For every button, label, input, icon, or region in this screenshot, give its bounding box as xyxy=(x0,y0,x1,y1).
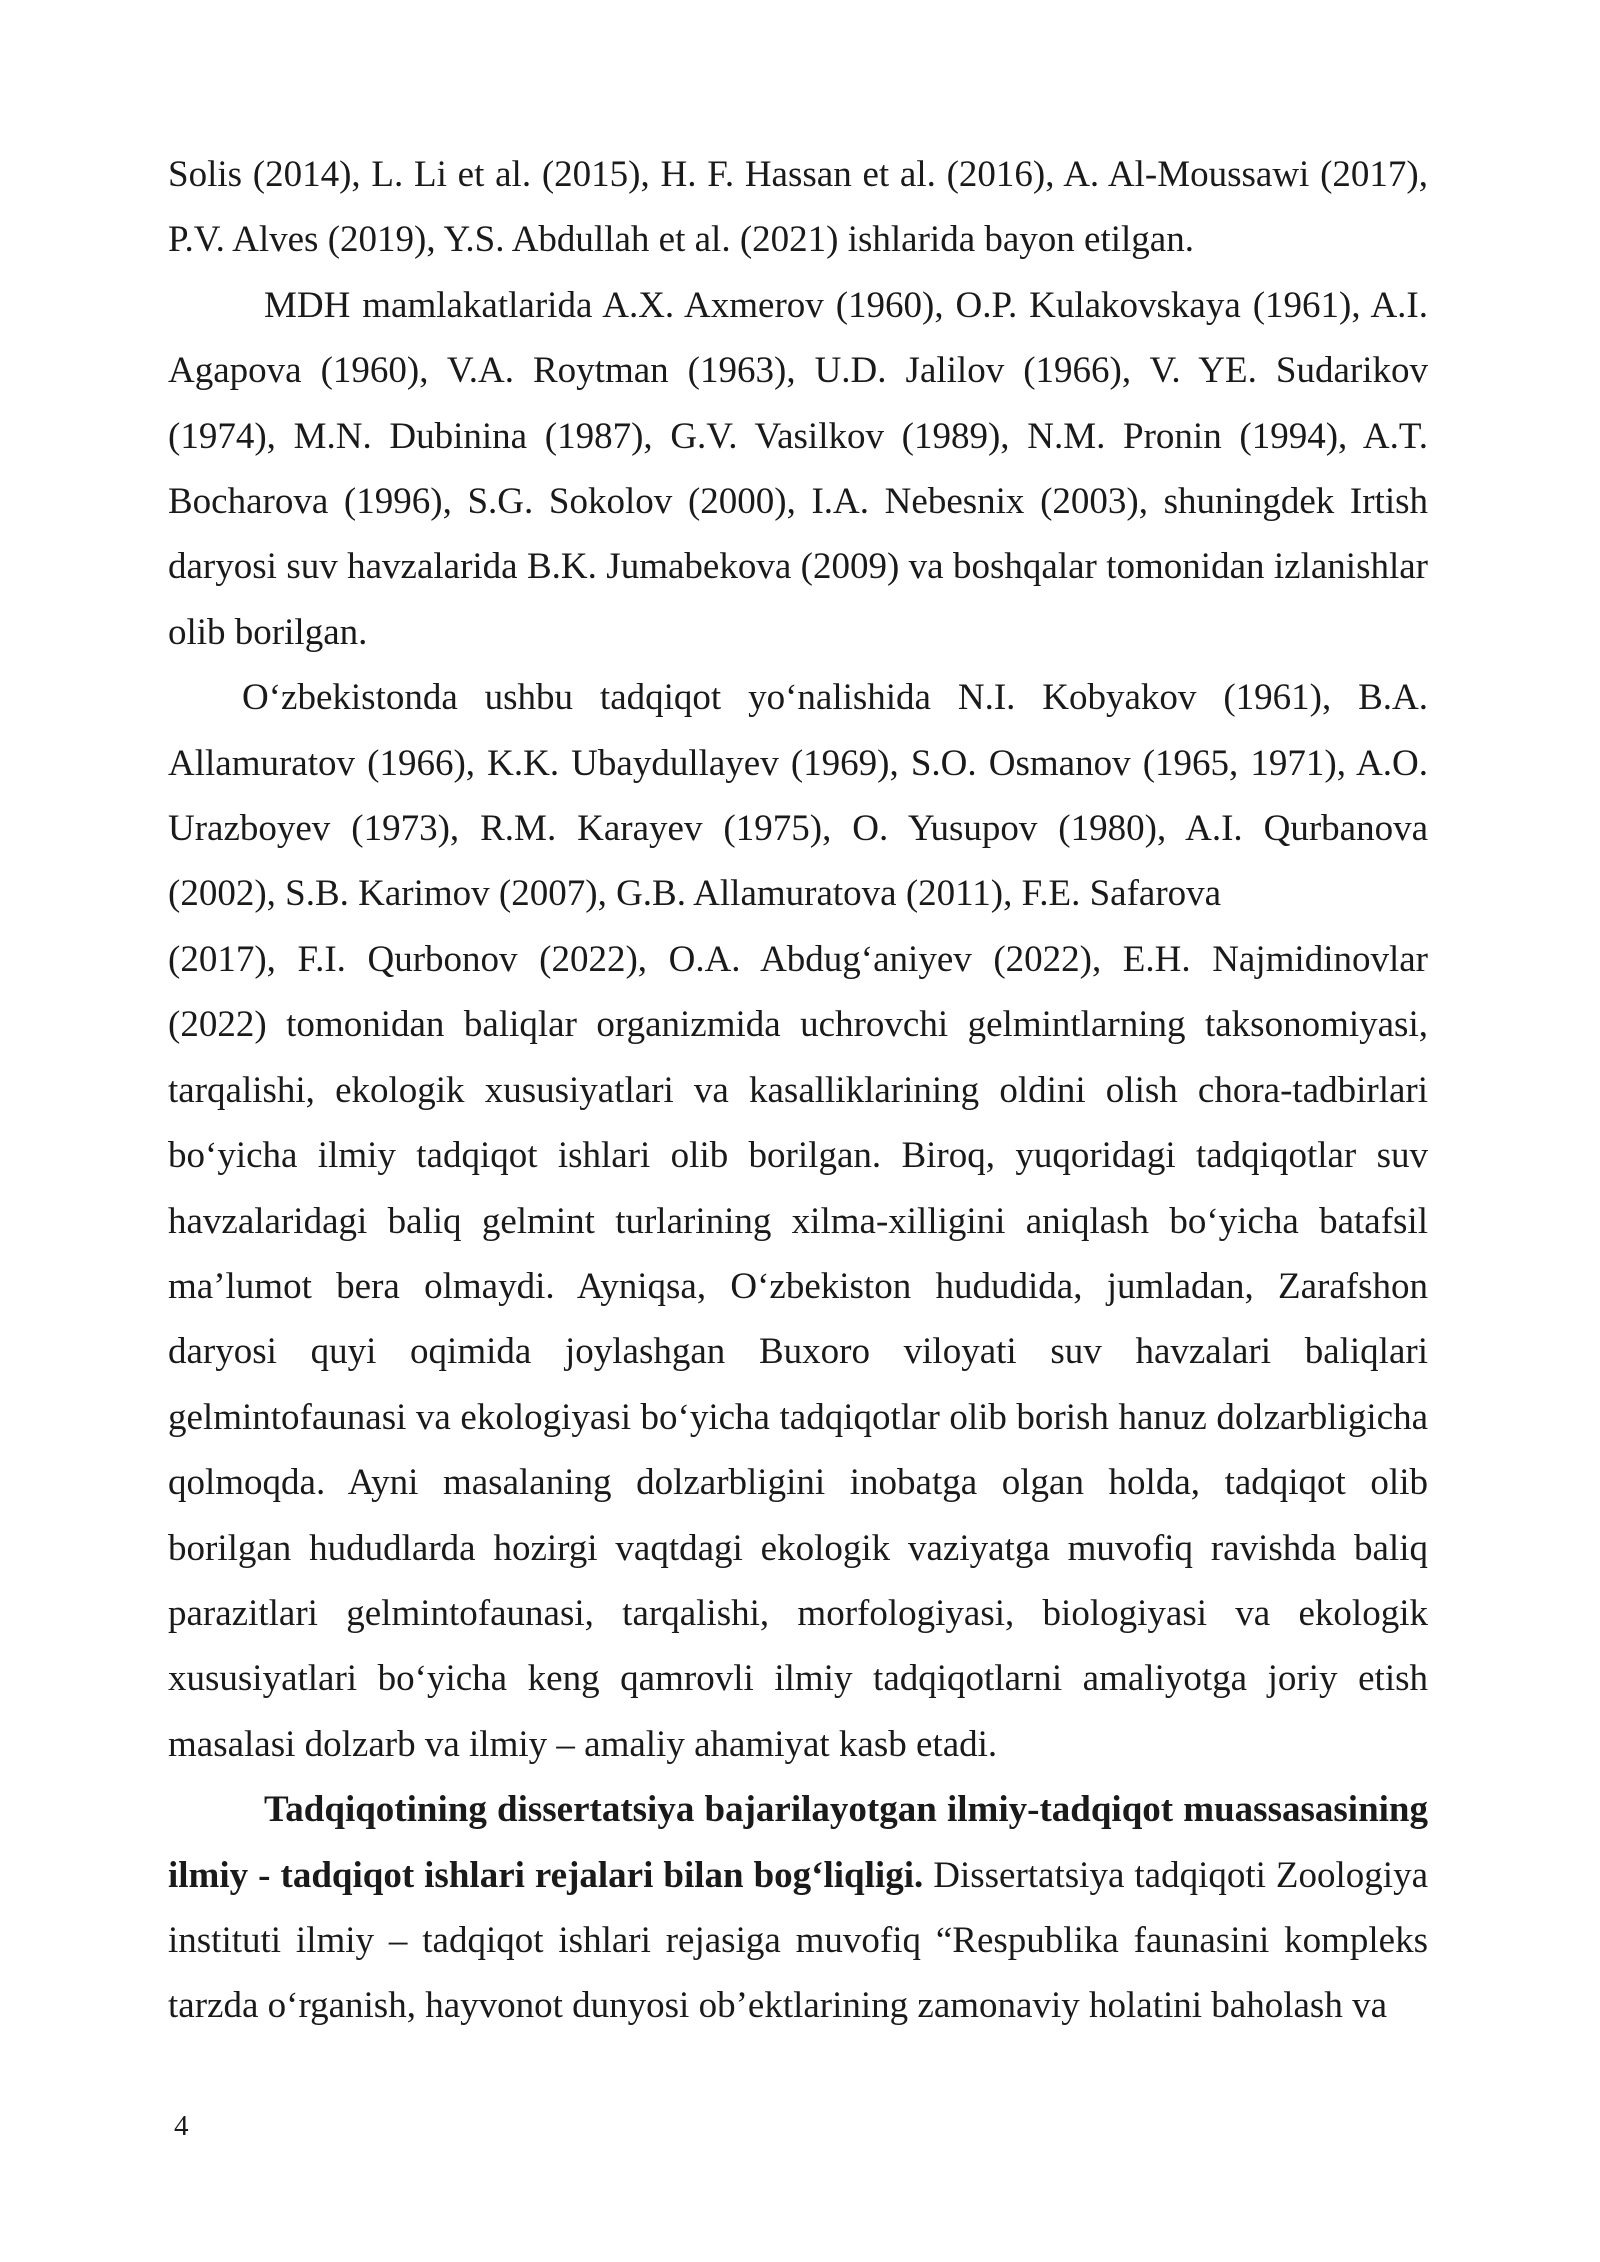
paragraph-uzbekistan-studies-part2: (2017), F.I. Qurbonov (2022), O.A. Abdug‘aniyev (2022), E.H. Najmidinovlar (2022) tomonidan baliqlar organizmida uchrovchi gelmintlarning taksonomiyasi, tarqalishi, ekologik xususiyatlari va kasalliklarining oldini olish chora-tadbirlari bo‘yicha ilmiy tadqiqot ishlari olib borilgan. Biroq, yuqoridagi tadqiqotlar suv havzalaridagi baliq gelmint turlarining xilma-xilligini aniqlash bo‘yicha batafsil ma’lumot bera olmaydi. Ayniqsa, O‘zbekiston hududida, jumladan, Zarafshon daryosi quyi oqimida joylashgan Buxoro viloyati suv havzalari baliqlari gelmintofaunasi va ekologiyasi bo‘yicha tadqiqotlar olib borish hanuz dolzarbligicha qolmoqda. Ayni masalaning dolzarbligini inobatga olgan holda, tadqiqot olib borilgan hududlarda hozirgi vaqtdagi ekologik vaziyatga muvofiq ravishda baliq parazitlari gelmintofaunasi, tarqalishi, morfologiyasi, biologiyasi va ekologik xususiyatlari bo‘yicha keng qamrovli ilmiy tadqiqotlarni amaliyotga joriy etish masalasi dolzarb va ilmiy – amaliy ahamiyat kasb etadi. xyxy=(168,938,1428,1765)
paragraph-references-continued: Solis (2014), L. Li et al. (2015), H. F. Hassan et al. (2016), A. Al-Moussawi (2017), P.V. Alves (2019), Y.S. Abdullah et al. (2021) ishlarida bayon etilgan. xyxy=(168,154,1428,261)
paragraph-research-plan-text: Dissertatsiya tadqiqoti Zoologiya instituti ilmiy – tadqiqot ishlari rejasiga muvofiq “Respublika faunasini kompleks tarzda o‘rganish, hayvonot dunyosi ob’ektlarining zamonaviy holatini baholash va xyxy=(168,1854,1428,2027)
document-body xyxy=(168,142,1428,2039)
page-number: 4 xyxy=(174,2110,189,2142)
section-heading-inline: Tadqiqotining dissertatsiya bajarilayotgan ilmiy-tadqiqot muassasasining ilmiy - tadqiqot ishlari rejalari bilan bog‘liqligi. xyxy=(168,1789,1428,1896)
paragraph-research-plan-link xyxy=(168,1777,1428,2039)
paragraph-cis-studies: MDH mamlakatlarida A.X. Axmerov (1960), O.P. Kulakovskaya (1961), A.I. Agapova (1960), V.A. Roytman (1963), U.D. Jalilov (1966), V. YE. Sudarikov (1974), M.N. Dubinina (1987), G.V. Vasilkov (1989), N.M. Pronin (1994), A.T. Bocharova (1996), S.G. Sokolov (2000), I.A. Nebesnix (2003), shuningdek Irtish daryosi suv havzalarida B.K. Jumabekova (2009) va boshqalar tomonidan izlanishlar olib borilgan. xyxy=(168,284,1428,653)
paragraph-uzbekistan-studies-part1: O‘zbekistonda ushbu tadqiqot yo‘nalishida N.I. Kobyakov (1961), B.A. Allamuratov (1966), K.K. Ubaydullayev (1969), S.O. Osmanov (1965, 1971), A.O. Urazboyev (1973), R.M. Karayev (1975), O. Yusupov (1980), A.I. Qurbanova (2002), S.B. Karimov (2007), G.B. Allamuratova (2011), F.E. Safarova xyxy=(168,677,1428,915)
